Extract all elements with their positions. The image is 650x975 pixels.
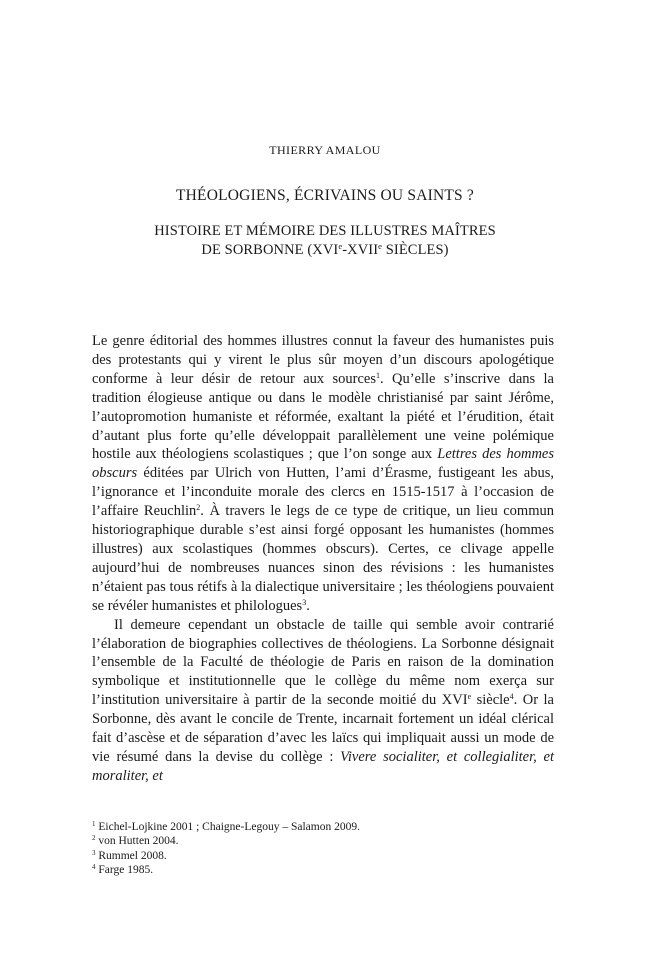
subtitle-text-a: DE SORBONNE (XVI: [201, 242, 339, 258]
footnote-ref: 2: [196, 503, 201, 513]
footnotes: [92, 820, 554, 878]
text-run: siècle: [471, 692, 510, 709]
text-run: éditées par Ulrich von Hutten, l’ami d’Érasme, fustigeant les abus, l’ignorance et l’inconduite morale des clercs en 1515-1517 à l’occasion de l’affaire Reuchlin: [92, 465, 554, 520]
text-run: . À travers le legs de ce type de critique, un lieu commun historiographique durable s’est ainsi forgé opposant les humanistes (hommes illustres) aux scolastiques (hommes obscurs). Certes, ce clivage appelle aujourd’hui de nombreuses nuances sinon des révisions : les humanistes n’étaient pas tous rétifs à la dialectique universitaire ; les théologiens pouvaient se révéler humanistes et philologues: [92, 503, 554, 614]
footnote-4: [92, 863, 554, 877]
century-superscript: e: [467, 692, 472, 702]
paragraph-1: [92, 332, 554, 616]
footnote-text: von Hutten 2004.: [95, 835, 179, 848]
text-run: . Qu’elle s’inscrive dans la tradition élogieuse antique ou dans le modèle christianisé par saint Jérôme, l’autopromotion humaniste et réformée, exaltant la piété et l’érudition, était d’autant plus forte qu’elle développait parallèlement une veine polémique hostile aux théologiens scolastiques ; que l’on songe aux: [92, 370, 554, 463]
footnote-number: 2: [92, 834, 96, 843]
subtitle-text-c: SIÈCLES): [382, 242, 449, 258]
subtitle-line-2: [0, 241, 650, 260]
text-run: . Or la Sorbonne, dès avant le concile de Trente, incarnait fortement un idéal clérical fait d’ascèse et de séparation d’avec les laïcs qui impliquait aussi un mode de vie résumé dans la devise du collège :: [92, 692, 554, 765]
subtitle-superscript: e: [378, 241, 383, 251]
footnote-ref: 4: [509, 692, 514, 702]
footnote-1: [92, 820, 554, 834]
body-text: [92, 332, 554, 786]
text-run: Il demeure cependant un obstacle de taille qui semble avoir contrarié l’élaboration de biographies collectives de théologiens. La Sorbonne désignait l’ensemble de la Faculté de théologie de Paris en raison de la domination symbolique et institutionnelle que le collège du même nom exerça sur l’institution universitaire à partir de la seconde moitié du XVI: [92, 616, 554, 709]
footnote-text: Farge 1985.: [95, 864, 154, 877]
footnote-number: 4: [92, 863, 96, 872]
footnote-text: Eichel-Lojkine 2001 ; Chaigne-Legouy – Salamon 2009.: [95, 821, 360, 833]
footnote-number: 3: [92, 848, 96, 857]
paragraph-2: [92, 616, 554, 786]
text-run: Le genre éditorial des hommes illustres connut la faveur des humanistes puis des protestants qui y virent le plus sûr moyen d’un discours apologétique conforme à leur désir de retour aux sources: [92, 333, 554, 387]
footnote-2: [92, 834, 554, 848]
subtitle-text-b: -XVII: [342, 242, 379, 258]
chapter-author: THIERRY AMALOU: [269, 143, 381, 157]
italic-motto: Vivere socialiter, et collegialiter, et moraliter, et: [92, 748, 554, 784]
footnote-number: 1: [92, 820, 96, 828]
subtitle-superscript: e: [338, 241, 343, 251]
footnote-3: [92, 849, 554, 863]
footnote-ref: 1: [376, 370, 381, 380]
chapter-title: THÉOLOGIENS, ÉCRIVAINS OU SAINTS ?: [176, 187, 474, 204]
chapter-subtitle: [0, 222, 650, 260]
italic-title: Lettres des hommes obscurs: [92, 446, 555, 482]
footnote-ref: 3: [302, 597, 307, 607]
text-run: .: [306, 597, 310, 614]
footnote-text: Rummel 2008.: [95, 849, 167, 862]
subtitle-line-1: HISTOIRE ET MÉMOIRE DES ILLUSTRES MAÎTRES: [154, 223, 496, 239]
